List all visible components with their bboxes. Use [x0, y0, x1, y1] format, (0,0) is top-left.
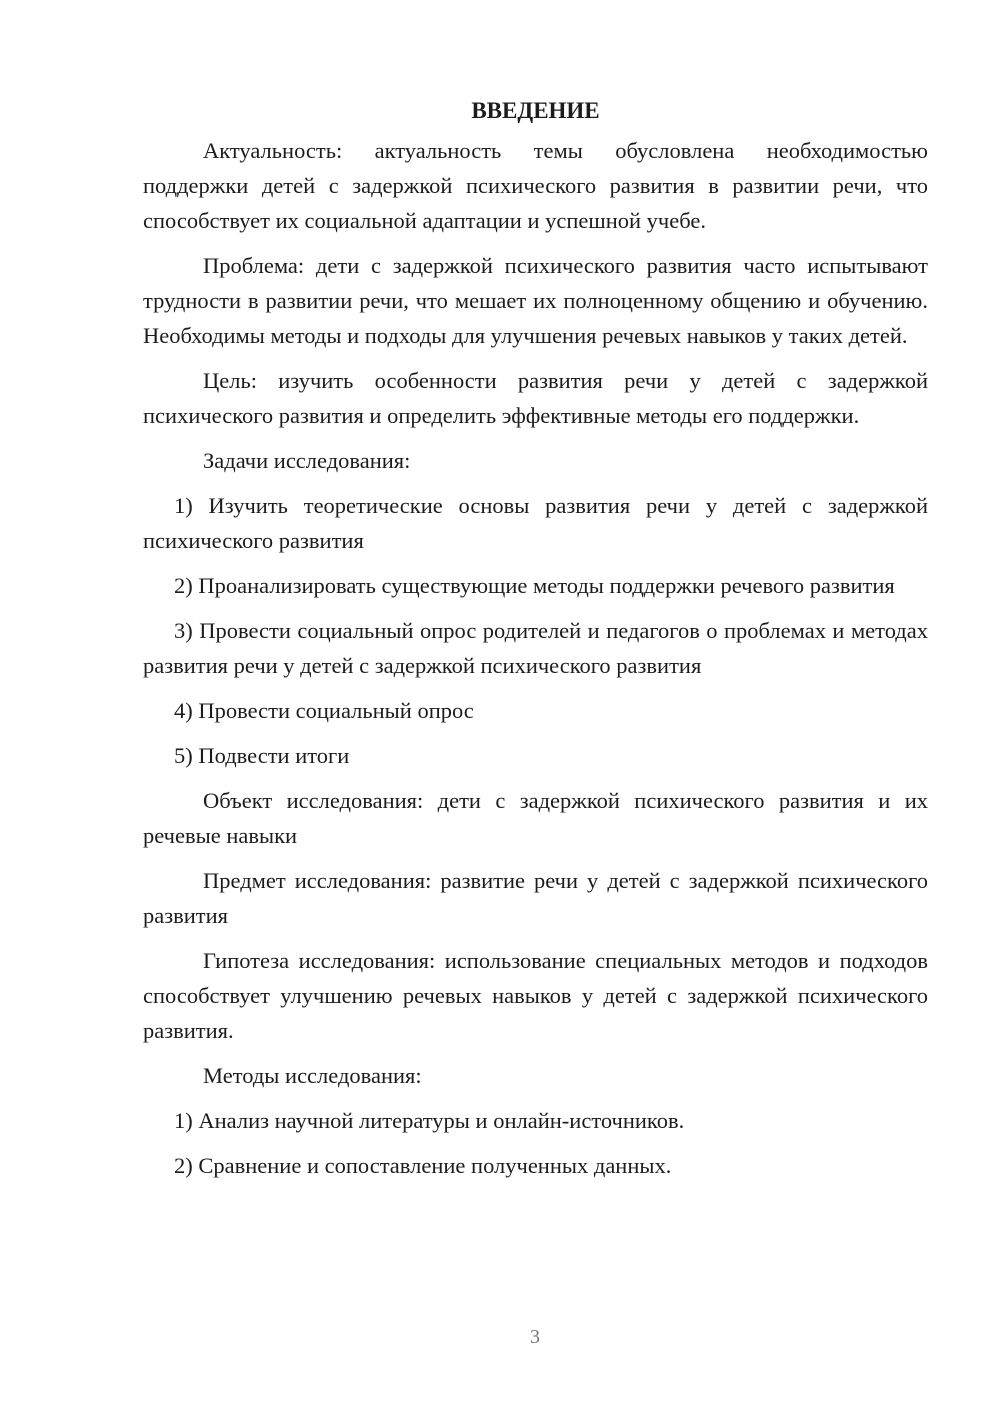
paragraph-problem: Проблема: дети с задержкой психического развития часто испытывают трудности в развитии речи, что мешает их полноценному общению и обучению. Необходимы методы и подходы для улучшения речевых навыков у таких детей.	[143, 253, 928, 348]
method-item-2: 2) Сравнение и сопоставление полученных данных.	[174, 1153, 672, 1178]
task-item-3: 3) Провести социальный опрос родителей и педагогов о проблемах и методах развития речи у детей с задержкой психического развития	[143, 618, 928, 678]
page-number: 3	[530, 1326, 540, 1348]
paragraph-tasks-title: Задачи исследования:	[203, 448, 411, 473]
paragraph-goal: Цель: изучить особенности развития речи у детей с задержкой психического развития и определить эффективные методы его поддержки.	[143, 368, 928, 428]
task-item-5: 5) Подвести итоги	[174, 743, 350, 768]
task-item-4: 4) Провести социальный опрос	[174, 698, 474, 723]
paragraph-subject: Предмет исследования: развитие речи у детей с задержкой психического развития	[143, 868, 928, 928]
method-item-1: 1) Анализ научной литературы и онлайн-источников.	[174, 1108, 685, 1133]
task-item-2: 2) Проанализировать существующие методы поддержки речевого развития	[174, 573, 895, 598]
paragraph-object: Объект исследования: дети с задержкой психического развития и их речевые навыки	[143, 788, 928, 848]
paragraph-relevance: Актуальность: актуальность темы обусловлена необходимостью поддержки детей с задержкой психического развития в развитии речи, что способствует их социальной адаптации и успешной учебе.	[143, 138, 928, 233]
paragraph-hypothesis: Гипотеза исследования: использование специальных методов и подходов способствует улучшению речевых навыков у детей с задержкой психического развития.	[143, 948, 928, 1043]
section-heading: ВВЕДЕНИЕ	[471, 98, 600, 123]
paragraph-methods-title: Методы исследования:	[203, 1063, 422, 1088]
task-item-1: 1) Изучить теоретические основы развития речи у детей с задержкой психического развития	[143, 493, 928, 553]
